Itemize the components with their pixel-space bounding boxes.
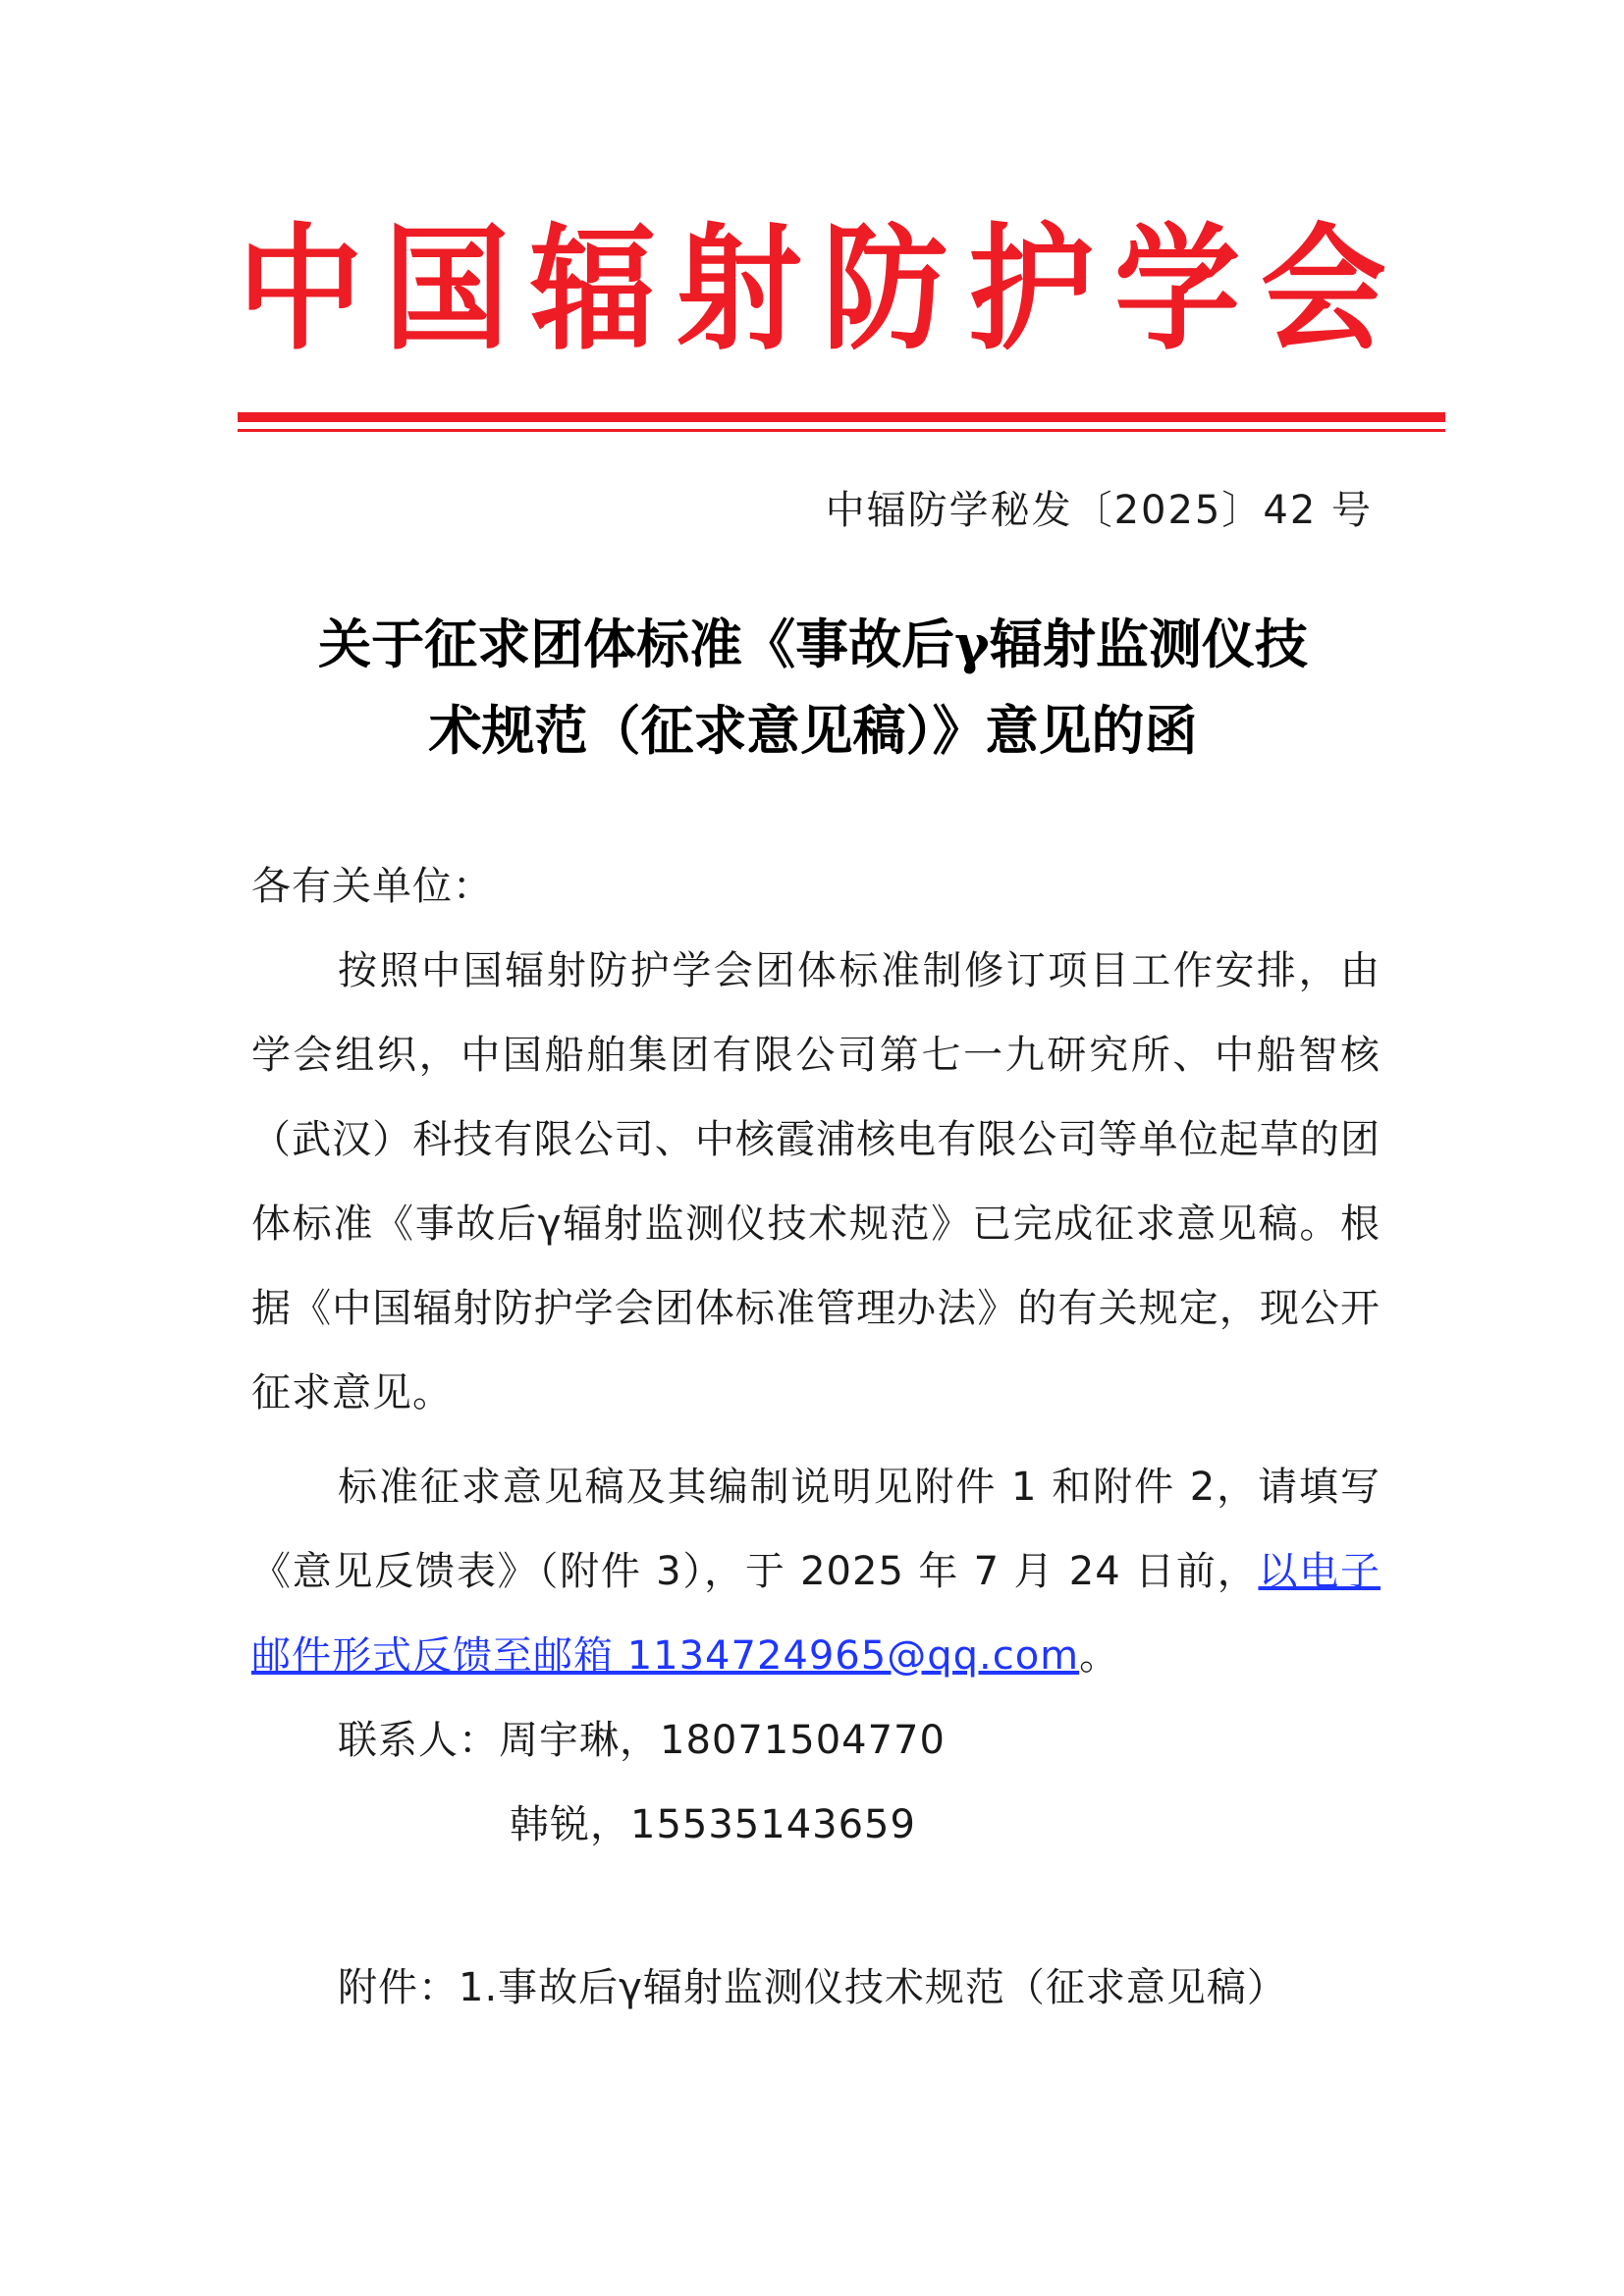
masthead-org-name <box>238 211 1386 368</box>
attachment-line: 附件：1.事故后γ辐射监测仪技术规范（征求意见稿） <box>338 1965 1287 2010</box>
paragraph-2-end: 。 <box>1079 1633 1120 1679</box>
masthead-char: 中 <box>238 210 364 369</box>
masthead-char: 射 <box>676 210 802 369</box>
title-line-1: 关于征求团体标准《事故后γ辐射监测仪技 <box>318 613 1308 675</box>
document-number: 中辐防学秘发〔2025〕42 号 <box>825 488 1373 533</box>
masthead-char: 会 <box>1260 210 1386 369</box>
salutation: 各有关单位： <box>251 864 493 909</box>
paragraph-1: 按照中国辐射防护学会团体标准制修订项目工作安排，由学会组织，中国船舶集团有限公司第七一九研究所、中船智核（武汉）科技有限公司、中核霞浦核电有限公司等单位起草的团体标准《事故后γ辐射监测仪技术规范》已完成征求意见稿。根据《中国辐射防护学会团体标准管理办法》的有关规定，现公开征求意见。 <box>251 948 1380 1415</box>
email-link[interactable]: 以电子邮件形式反馈至邮箱 1134724965@qq.com <box>251 1549 1380 1679</box>
paragraph-2-text: 标准征求意见稿及其编制说明见附件 1 和附件 2，请填写《意见反馈表》（附件 3），于 2025 年 7 月 24 日前， <box>251 1465 1380 1594</box>
masthead-char: 学 <box>1114 210 1241 369</box>
masthead-char: 护 <box>968 210 1095 369</box>
document-title <box>236 601 1390 774</box>
masthead-char: 辐 <box>529 210 656 369</box>
contact-line-1: 联系人：周宇琳，18071504770 <box>338 1718 946 1763</box>
masthead-char: 国 <box>383 210 510 369</box>
title-line-2: 术规范（征求意见稿）》意见的函 <box>428 699 1198 762</box>
paragraph-2 <box>251 1445 1380 1698</box>
masthead-char: 防 <box>822 210 948 369</box>
masthead-rule-thick <box>238 412 1445 422</box>
contact-line-2: 韩锐，15535143659 <box>510 1802 916 1847</box>
masthead-rule-thin <box>238 429 1445 432</box>
document-body <box>251 844 1380 2030</box>
